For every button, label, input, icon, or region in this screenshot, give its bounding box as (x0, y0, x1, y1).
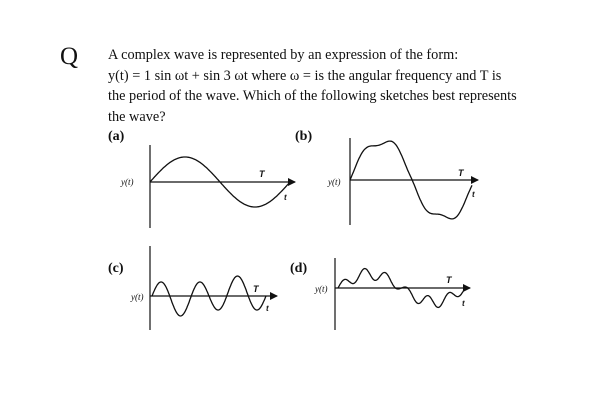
option-a-ylabel: y(t) (121, 177, 134, 187)
option-d-ylabel: y(t) (315, 284, 328, 294)
option-b-period-label: T (458, 168, 464, 178)
question-line-2: y(t) = 1 sin ωt + sin 3 ωt where ω = is the angular frequency and T is (108, 67, 502, 84)
option-d-t-label: t (462, 299, 465, 308)
option-d-plot (314, 258, 470, 330)
option-a-period-label: T (259, 169, 265, 179)
question-line-3: the period of the wave. Which of the following sketches best represents (108, 88, 517, 104)
option-a-plot (120, 145, 295, 228)
option-c-period-label: T (253, 284, 259, 294)
option-c-t-label: t (266, 304, 269, 313)
question-marker: Q (60, 43, 79, 70)
question-line-1: A complex wave is represented by an expression of the form: (108, 47, 459, 63)
option-b-label: (b) (295, 129, 313, 144)
option-d-label: (d) (290, 261, 308, 276)
option-c-ylabel: y(t) (131, 292, 144, 302)
option-a-label: (a) (108, 129, 125, 144)
option-a-t-label: t (284, 193, 287, 202)
option-c-label: (c) (108, 261, 124, 276)
option-b-ylabel: y(t) (328, 177, 341, 187)
option-b-t-label: t (472, 190, 475, 199)
option-b-plot (327, 138, 478, 225)
question-line-4: the wave? (108, 108, 166, 125)
option-c-plot (130, 246, 277, 330)
option-d-period-label: T (446, 275, 452, 285)
option-c-waveform (152, 276, 266, 316)
